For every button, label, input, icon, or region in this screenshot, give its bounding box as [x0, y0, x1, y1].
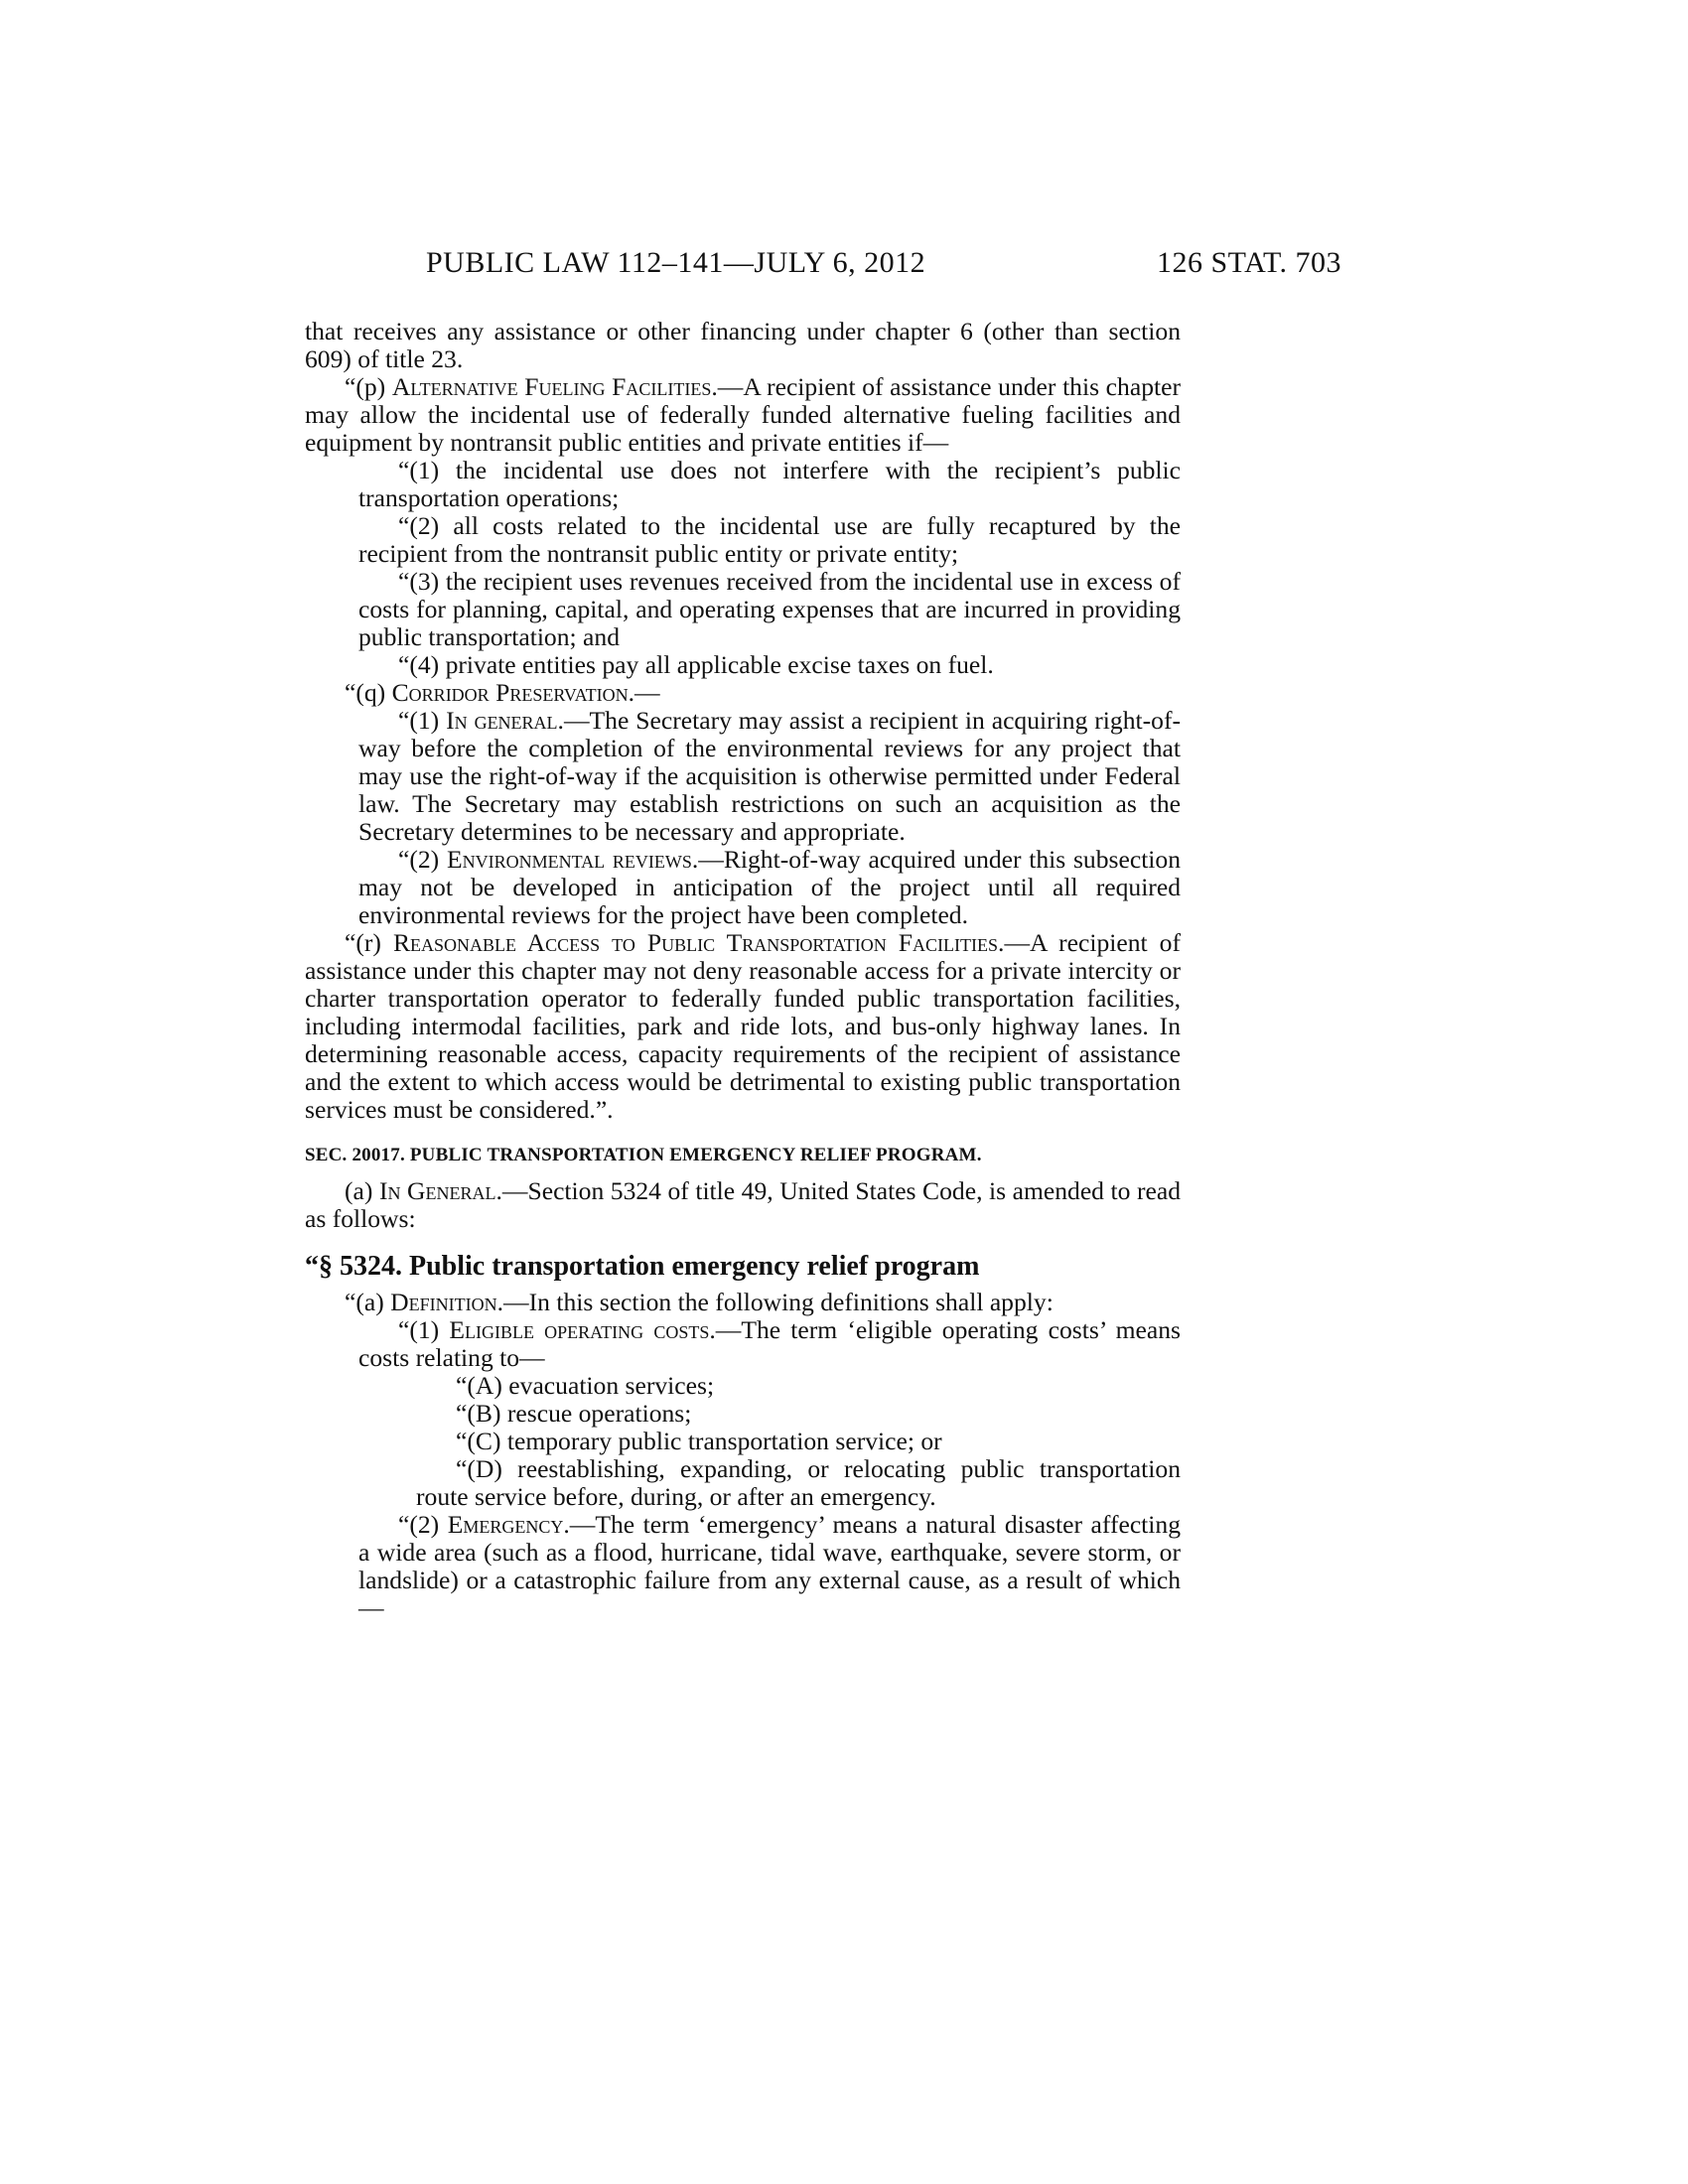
definition-1-B: “(B) rescue operations; [456, 1399, 692, 1428]
paragraph-heading: Environmental reviews. [446, 845, 699, 874]
running-title: PUBLIC LAW 112–141—JULY 6, 2012 [426, 246, 926, 279]
paragraph-heading: In general. [446, 706, 564, 735]
paragraph-p-1: “(1) the incidental use does not interfere with the recipient’s public transportation operations; [358, 456, 1181, 512]
paragraph-p-3: “(3) the recipient uses revenues received from the incidental use in excess of costs for planning, capital, and operating expenses that are incurred in providing public transportation; and [358, 567, 1181, 651]
document-body [305, 318, 1181, 1622]
paragraph-p-4: “(4) private entities pay all applicable excise taxes on fuel. [398, 650, 994, 679]
definition-2: “(2) Emergency.—The term ‘emergency’ means a natural disaster affecting a wide area (such as a flood, hurricane, tidal wave, earthquake, severe storm, or landslide) or a catastrophic failure from any external cause, as a result of which— [358, 1510, 1181, 1622]
subsection-heading: In General. [378, 1176, 502, 1205]
subsection-heading: Alternative Fueling Facilities. [391, 372, 718, 401]
subsection-a-definition: “(a) Definition.—In this section the following definitions shall apply: [345, 1288, 1054, 1316]
definition-heading: Emergency. [447, 1510, 570, 1539]
statute-page-number: 126 STAT. 703 [1157, 246, 1342, 279]
definition-1-D: “(D) reestablishing, expanding, or relocating public transportation route service before, during, or after an emergency. [416, 1454, 1181, 1511]
definition-1: “(1) Eligible operating costs.—The term ‘eligible operating costs’ means costs relating to— [358, 1315, 1181, 1372]
code-section-heading: “§ 5324. Public transportation emergency relief program [305, 1251, 980, 1282]
subsection-p: “(p) Alternative Fueling Facilities.—A recipient of assistance under this chapter may allow the incidental use of federally funded alternative fueling facilities and equipment by nontransit public entities and private entities if— [305, 372, 1181, 457]
page-header [0, 246, 1688, 286]
subsection-q: “(q) Corridor Preservation.— [345, 678, 660, 707]
paragraph-continuation: that receives any assistance or other financing under chapter 6 (other than section 609) of title 23. [305, 317, 1181, 373]
subsection-heading: Definition. [390, 1288, 504, 1316]
paragraph-q-2: “(2) Environmental reviews.—Right-of-way acquired under this subsection may not be developed in anticipation of the project until all required environmental reviews for the project have been completed. [358, 845, 1182, 929]
section-heading: SEC. 20017. PUBLIC TRANSPORTATION EMERGENCY RELIEF PROGRAM. [305, 1145, 982, 1165]
paragraph-p-2: “(2) all costs related to the incidental use are fully recaptured by the recipient from the nontransit public entity or private entity; [358, 511, 1181, 568]
definition-1-A: “(A) evacuation services; [456, 1371, 715, 1400]
subsection-heading: Corridor Preservation. [391, 678, 634, 707]
subsection-a-amendment: (a) In General.—Section 5324 of title 49, United States Code, is amended to read as follows: [305, 1176, 1181, 1233]
paragraph-q-1: “(1) In general.—The Secretary may assist a recipient in acquiring right-of-way before the completion of the environmental reviews for any project that may use the right-of-way if the acquisition is otherwise permitted under Federal law. The Secretary may establish restrictions on such an acquisition as the Secretary determines to be necessary and appropriate. [358, 706, 1181, 846]
definition-1-C: “(C) temporary public transportation service; or [456, 1427, 942, 1455]
subsection-heading: Reasonable Access to Public Transportation Facilities. [392, 928, 1005, 957]
definition-heading: Eligible operating costs. [449, 1315, 716, 1344]
subsection-r: “(r) Reasonable Access to Public Transportation Facilities.—A recipient of assistance under this chapter may not deny reasonable access for a private intercity or charter transportation operator to federally funded public transportation facilities, including intermodal facilities, park and ride lots, and bus-only highway lanes. In determining reasonable access, capacity requirements of the recipient of assistance and the extent to which access would be detrimental to existing public transportation services must be considered.”. [305, 928, 1181, 1124]
